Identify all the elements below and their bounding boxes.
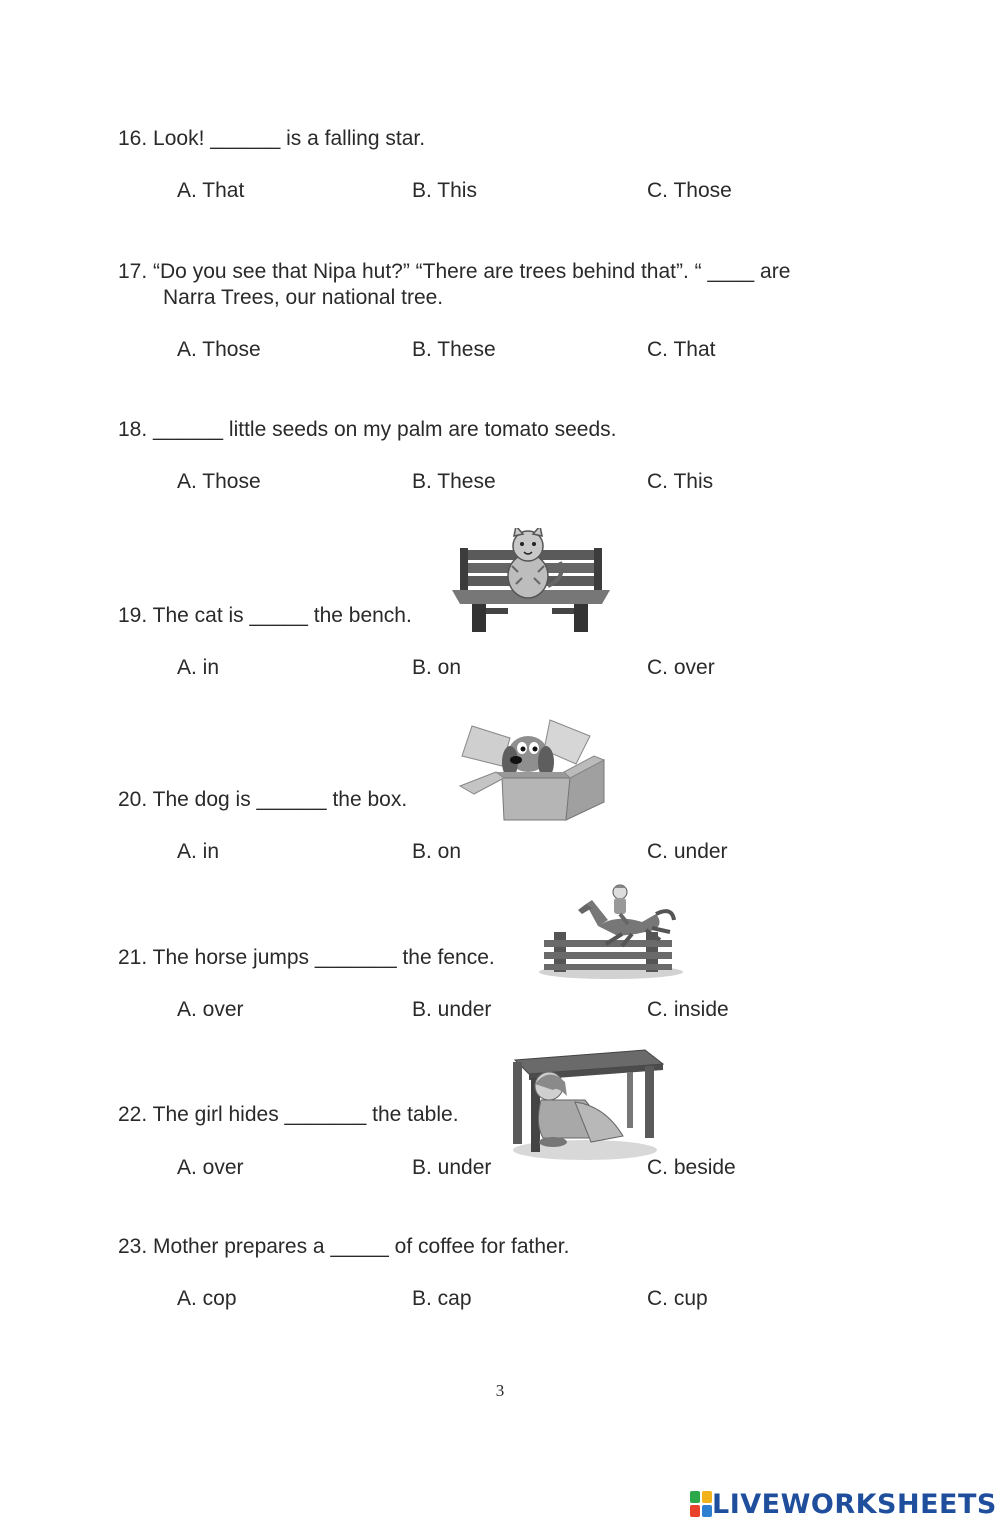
liveworksheets-logo-icon xyxy=(690,1491,712,1517)
liveworksheets-logo[interactable] xyxy=(690,1487,997,1521)
question-17: 17. “Do you see that Nipa hut?” “There are trees behind that”. “ ____ are xyxy=(118,260,791,283)
question-19: 19. The cat is _____ the bench. xyxy=(118,604,412,627)
q21-option-c[interactable]: C. inside xyxy=(647,998,729,1021)
question-21: 21. The horse jumps _______ the fence. xyxy=(118,946,495,969)
q18-option-b[interactable]: B. These xyxy=(412,470,496,493)
q16-option-a[interactable]: A. That xyxy=(177,179,245,202)
question-23: 23. Mother prepares a _____ of coffee for father. xyxy=(118,1235,570,1258)
q23-option-c[interactable]: C. cup xyxy=(647,1287,708,1310)
q16-option-c[interactable]: C. Those xyxy=(647,179,732,202)
q19-option-c[interactable]: C. over xyxy=(647,656,715,679)
q22-option-b[interactable]: B. under xyxy=(412,1156,492,1179)
dog-in-box-illustration xyxy=(454,716,612,822)
q21-option-a[interactable]: A. over xyxy=(177,998,244,1021)
q20-option-a[interactable]: A. in xyxy=(177,840,220,863)
question-20: 20. The dog is ______ the box. xyxy=(118,788,408,811)
horse-jumping-fence-illustration xyxy=(536,884,686,980)
q22-option-c[interactable]: C. beside xyxy=(647,1156,736,1179)
q19-option-a[interactable]: A. in xyxy=(177,656,220,679)
q16-option-b[interactable]: B. This xyxy=(412,179,477,202)
question-18: 18. ______ little seeds on my palm are tomato seeds. xyxy=(118,418,617,441)
q20-option-b[interactable]: B. on xyxy=(412,840,462,863)
q17-option-c[interactable]: C. That xyxy=(647,338,716,361)
q17-option-b[interactable]: B. These xyxy=(412,338,496,361)
question-16: 16. Look! ______ is a falling star. xyxy=(118,127,426,150)
page-number: 3 xyxy=(495,1381,505,1400)
brand-name: LIVEWORKSHEETS xyxy=(712,1488,997,1520)
q17-option-a[interactable]: A. Those xyxy=(177,338,261,361)
girl-under-table-illustration xyxy=(505,1046,665,1162)
question-17-continued: Narra Trees, our national tree. xyxy=(163,286,444,309)
question-22: 22. The girl hides _______ the table. xyxy=(118,1103,459,1126)
q23-option-b[interactable]: B. cap xyxy=(412,1287,472,1310)
q20-option-c[interactable]: C. under xyxy=(647,840,728,863)
q22-option-a[interactable]: A. over xyxy=(177,1156,244,1179)
q18-option-c[interactable]: C. This xyxy=(647,470,714,493)
q19-option-b[interactable]: B. on xyxy=(412,656,462,679)
q18-option-a[interactable]: A. Those xyxy=(177,470,261,493)
cat-on-bench-illustration xyxy=(452,528,610,634)
q23-option-a[interactable]: A. cop xyxy=(177,1287,237,1310)
q21-option-b[interactable]: B. under xyxy=(412,998,492,1021)
